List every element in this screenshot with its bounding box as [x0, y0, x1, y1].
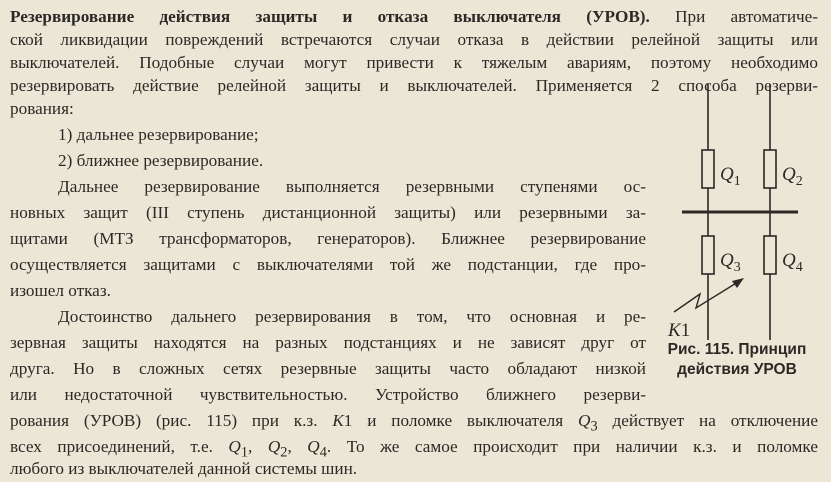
text-span: 1 [240, 444, 249, 461]
list-item: 1) дальнее резервирование; [58, 125, 259, 144]
text-span: Q [228, 437, 241, 456]
paragraph-line: выключателей. Подобные случаи могут привести к тяжелым авариям, поэтому необходимо [10, 53, 818, 72]
breaker-q2 [764, 150, 776, 188]
text-span: . То же самое происходит при наличии к.з. и поломке [326, 437, 818, 456]
paragraph-line: любого из выключателей данной системы шин. [10, 459, 358, 478]
paragraph-line: зервная защиты находятся на разных подстанциях и не зависят друг от [10, 333, 646, 352]
label-k1: K1 [668, 320, 691, 341]
text-span: 2 [280, 444, 288, 461]
text-span: и поломке выключателя [352, 411, 579, 430]
label-q2: $Q_2$ [782, 164, 803, 189]
fault-arrow-icon [674, 282, 738, 312]
paragraph-line: друга. Но в сложных сетях резервные защиты часто обладают низкой [10, 359, 646, 378]
figure-115-diagram [648, 82, 823, 344]
text-span: , [287, 437, 308, 456]
label-q3: $Q_3$ [720, 250, 741, 275]
paragraph-line: щитами (МТЗ трансформаторов, генераторов). Ближнее резервирование [10, 229, 646, 248]
text-span: 4 [319, 444, 327, 461]
text-span: Q [578, 411, 591, 430]
paragraph-line: резервировать действие релейной защиты и выключателей. Применяется 2 способа резерви- [10, 76, 818, 95]
list-item: 2) ближнее резервирование. [58, 151, 264, 170]
paragraph-line: изошел отказ. [10, 281, 111, 300]
paragraph-line: Достоинство дальнего резервирования в том, что основная и ре- [58, 307, 646, 326]
text-span: всех присоединений, т.е. [10, 437, 229, 456]
text-span: Q [307, 437, 320, 456]
breaker-q1 [702, 150, 714, 188]
label-q1: $Q_1$ [720, 164, 741, 189]
paragraph-line: ской ликвидации повреждений встречаются случаи отказа в действии релейной защиты или [10, 30, 818, 49]
text-span: рования (УРОВ) (рис. 115) при к.з. [10, 411, 333, 430]
text-span: , [248, 437, 268, 456]
breaker-q3 [702, 236, 714, 274]
paragraph-line [10, 410, 818, 437]
paragraph-line [10, 6, 818, 28]
text-span: 1 [343, 411, 353, 430]
paragraph-line: рования: [10, 99, 74, 118]
section-heading: Резервирование действия защиты и отказа выключателя (УРОВ). [10, 7, 650, 26]
caption-line: действия УРОВ [677, 361, 797, 378]
fault-arrow-head-icon [732, 278, 744, 288]
paragraph-line: или недостаточной чувствительностью. Устройство ближнего резерви- [10, 385, 646, 404]
text-span: действует на отключение [597, 411, 818, 430]
paragraph-line: Дальнее резервирование выполняется резервными ступенями ос- [58, 177, 646, 196]
breaker-q4 [764, 236, 776, 274]
paragraph-line: новных защит (III ступень дистанционной защиты) или резервными за- [10, 203, 646, 222]
paragraph-line: осуществляется защитами с выключателями той же подстанции, где про- [10, 255, 646, 274]
caption-line: Рис. 115. Принцип [667, 341, 807, 358]
text-span: Q [267, 437, 281, 456]
text-span: При автоматиче- [675, 7, 819, 26]
label-q4: $Q_4$ [782, 250, 803, 275]
figure-caption [651, 340, 823, 380]
text-span: 3 [590, 418, 598, 435]
text-span: K [332, 411, 344, 430]
